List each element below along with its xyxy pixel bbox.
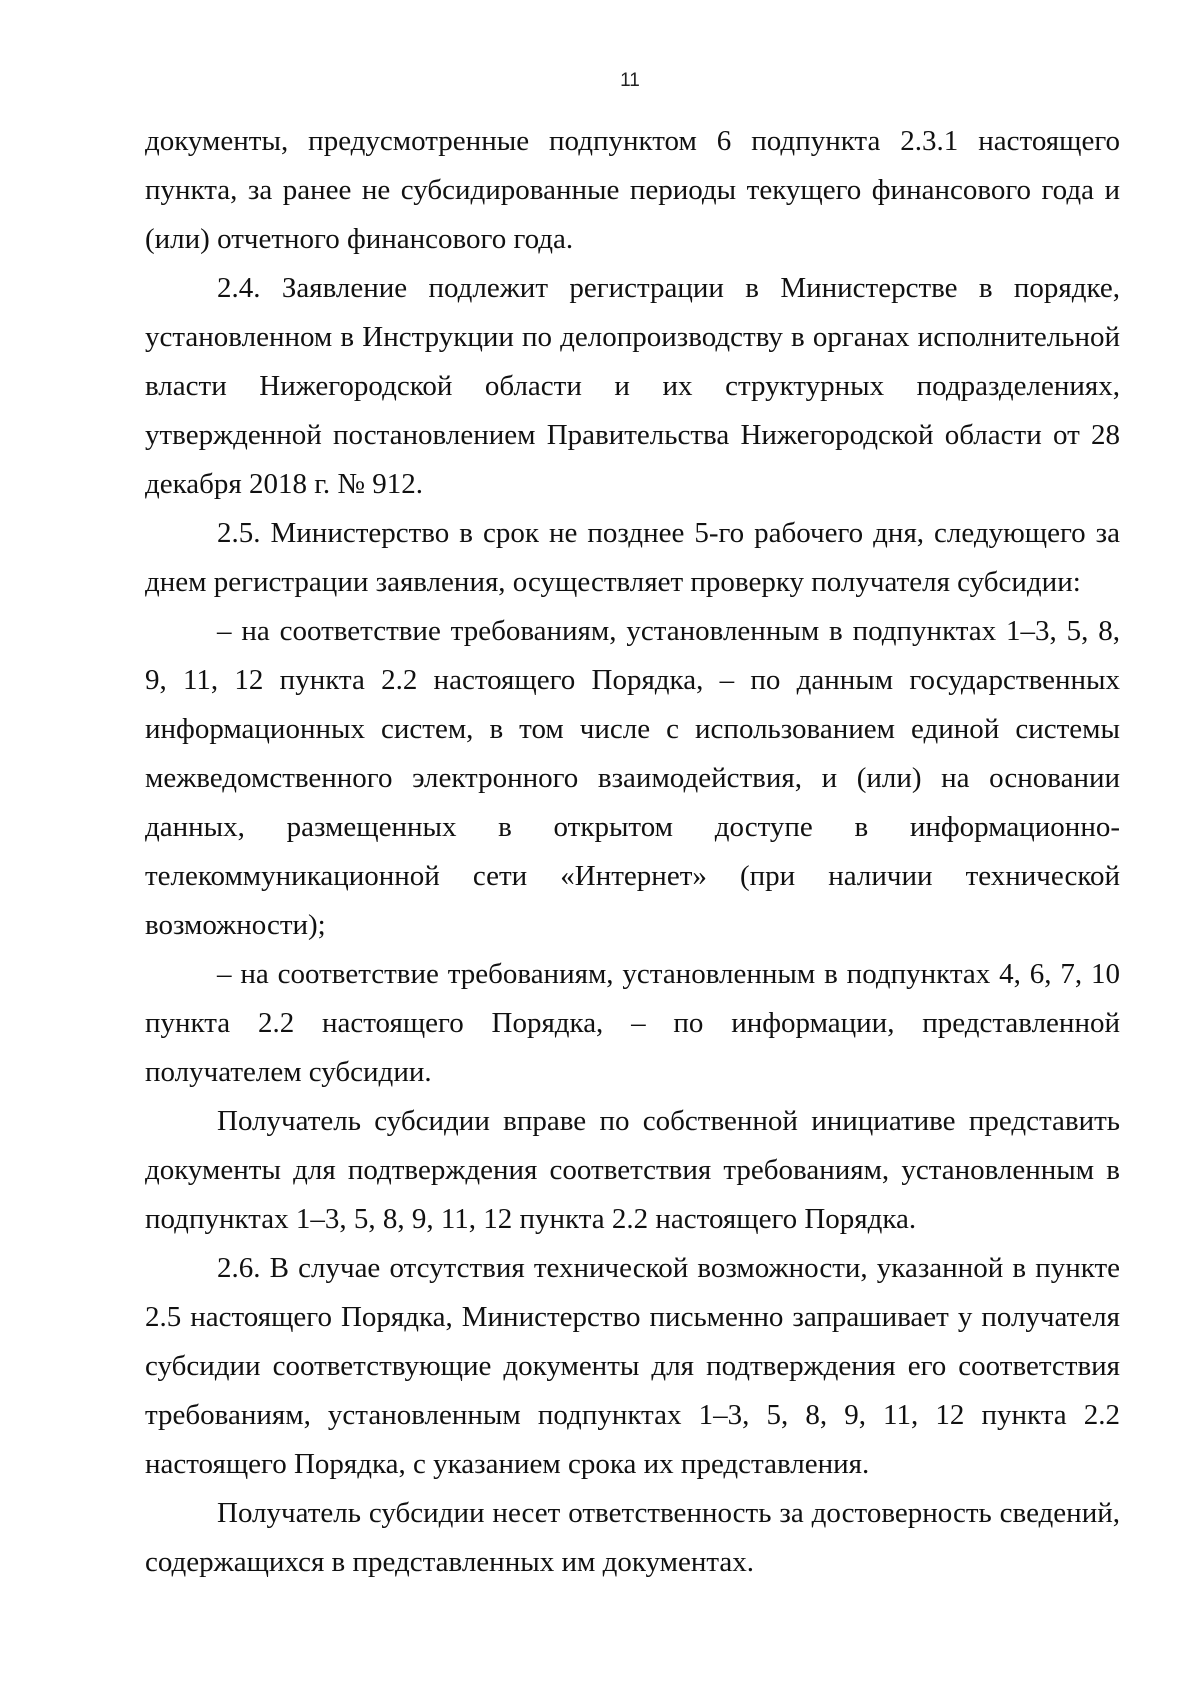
paragraph-continuation: документы, предусмотренные подпунктом 6 подпункта 2.3.1 настоящего пункта, за ранее не субсидированные периоды текущего финансового года и (или) отчетного финансового года. <box>145 125 1120 255</box>
paragraph-2-5-item-2: – на соответствие требованиям, установленным в подпунктах 4, 6, 7, 10 пункта 2.2 настоящего Порядка, – по информации, представленной получателем субсидии. <box>145 958 1120 1088</box>
paragraph-recipient-right: Получатель субсидии вправе по собственной инициативе представить документы для подтверждения соответствия требованиям, установленным в подпунктах 1–3, 5, 8, 9, 11, 12 пункта 2.2 настоящего Порядка. <box>145 1105 1120 1235</box>
paragraph-recipient-responsibility: Получатель субсидии несет ответственность за достоверность сведений, содержащихся в представленных им документах. <box>145 1497 1120 1578</box>
paragraph-2-4: 2.4. Заявление подлежит регистрации в Министерстве в порядке, установленном в Инструкции по делопроизводству в органах исполнительной власти Нижегородской области и их структурных подразделениях, утвержденной постановлением Правительства Нижегородской области от 28 декабря 2018 г. № 912. <box>145 272 1120 500</box>
document-body <box>145 117 1120 1587</box>
page-number: 11 <box>620 70 640 91</box>
paragraph-2-5-item-1: – на соответствие требованиям, установленным в подпунктах 1–3, 5, 8, 9, 11, 12 пункта 2.2 настоящего Порядка, – по данным государственных информационных систем, в том числе с использованием единой системы межведомственного электронного взаимодействия, и (или) на основании данных, размещенных в открытом доступе в информационно-телекоммуникационной сети «Интернет» (при наличии технической возможности); <box>145 615 1120 941</box>
paragraph-2-6: 2.6. В случае отсутствия технической возможности, указанной в пункте 2.5 настоящего Порядка, Министерство письменно запрашивает у получателя субсидии соответствующие документы для подтверждения его соответствия требованиям, установленным подпунктах 1–3, 5, 8, 9, 11, 12 пункта 2.2 настоящего Порядка, с указанием срока их представления. <box>145 1252 1120 1480</box>
paragraph-2-5: 2.5. Министерство в срок не позднее 5-го рабочего дня, следующего за днем регистрации заявления, осуществляет проверку получателя субсидии: <box>145 517 1120 598</box>
